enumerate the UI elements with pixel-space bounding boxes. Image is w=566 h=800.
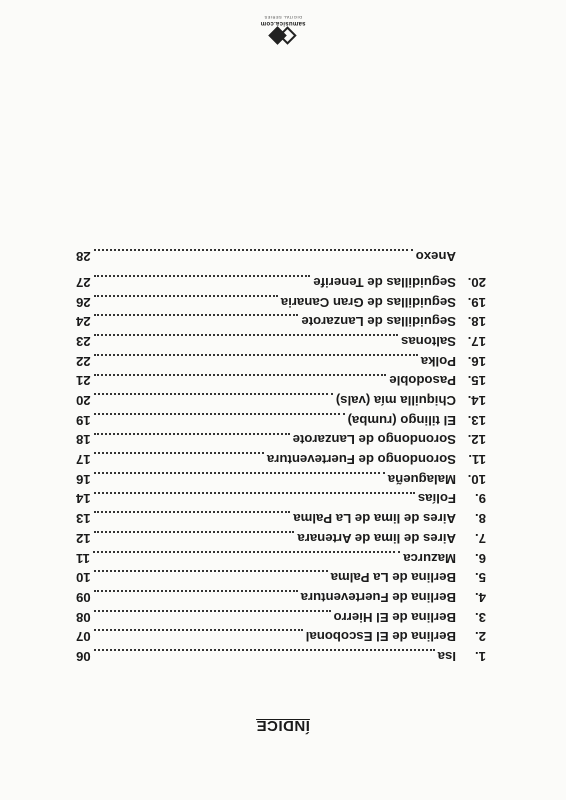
toc-entry-number: 20. <box>467 274 486 290</box>
toc-entry-title: Berlina de Fuerteventura <box>300 589 456 605</box>
dot-leader <box>94 511 291 513</box>
toc-entry-page: 16 <box>76 471 91 487</box>
toc-entry <box>76 310 486 330</box>
dot-leader <box>94 354 418 356</box>
toc-entry-title: Berlina de El Hierro <box>333 609 456 625</box>
toc-entry-page: 18 <box>76 432 91 448</box>
toc-entry-number: 2. <box>475 629 486 645</box>
logo-text: samusica.com <box>260 20 306 26</box>
dot-leader <box>94 629 303 631</box>
toc-entry-page: 28 <box>76 249 91 265</box>
toc-entry-title: Anexo <box>415 249 456 265</box>
toc-entry <box>76 585 486 605</box>
toc-entry-title: Sorondongo de Fuerteventura <box>266 452 456 468</box>
toc-entry-page: 07 <box>76 629 91 645</box>
toc-entry-number: 19. <box>467 294 486 310</box>
logo-subtext: DIGITAL SERIES <box>264 15 302 20</box>
toc-entry <box>76 349 486 369</box>
dot-leader <box>94 492 415 494</box>
toc-entry <box>76 447 486 467</box>
dot-leader <box>94 531 295 533</box>
toc-entry-page: 24 <box>76 314 91 330</box>
toc-entry <box>76 546 486 566</box>
toc-entry-number: 6. <box>475 550 486 566</box>
toc-entry-number: 17. <box>467 334 486 349</box>
toc-entry <box>76 625 486 645</box>
toc-entry-number: 10. <box>467 471 486 487</box>
toc-entry <box>76 644 486 664</box>
toc-entry <box>76 467 486 487</box>
dot-leader <box>94 249 413 251</box>
toc-entry-number: 18. <box>467 314 486 330</box>
toc-entry <box>76 388 486 408</box>
toc-entry-page: 06 <box>76 649 91 664</box>
toc-entry-number: 8. <box>475 511 486 527</box>
toc-entry-title: Polka <box>420 353 456 369</box>
toc-entry-title: Isa <box>437 649 456 664</box>
toc-entry-number: 11. <box>468 452 486 468</box>
dot-leader <box>94 610 331 612</box>
toc-entry-page: 23 <box>76 334 91 349</box>
toc-entry-page: 13 <box>76 511 91 527</box>
publisher-logo <box>0 15 566 45</box>
page-title: ÍNDICE <box>256 717 310 734</box>
toc-entry-number: 7. <box>475 530 486 546</box>
dot-leader <box>94 590 298 592</box>
logo-mark-icon <box>270 27 296 45</box>
toc-entry-page: 26 <box>76 294 91 310</box>
toc-entry-number: 4. <box>475 589 486 605</box>
toc-entry <box>76 507 486 527</box>
toc-entry-number: 5. <box>475 570 486 586</box>
table-of-contents <box>76 245 486 664</box>
dot-leader <box>94 275 311 277</box>
toc-entry-page: 20 <box>76 393 91 409</box>
toc-entry-page: 19 <box>76 412 91 428</box>
toc-entry <box>76 408 486 428</box>
toc-entry-number: 16. <box>467 353 486 369</box>
toc-entry-page: 21 <box>76 373 91 389</box>
toc-entry-page: 09 <box>76 589 91 605</box>
toc-entry-title: Berlina de El Escobonal <box>305 629 456 645</box>
toc-entry-page: 17 <box>76 452 91 468</box>
dot-leader <box>94 570 328 572</box>
toc-entry-page: 10 <box>76 570 91 586</box>
toc-entry-title: Berlina de La Palma <box>330 570 456 586</box>
toc-entry-number: 3. <box>475 609 486 625</box>
dot-leader <box>94 334 398 336</box>
toc-entry-number: 1. <box>475 649 486 664</box>
toc-entry-title: Saltonas <box>401 334 456 349</box>
toc-entry <box>76 428 486 448</box>
toc-entry-number: 13. <box>467 412 486 428</box>
toc-entry <box>76 290 486 310</box>
toc-entry-title: Malagueña <box>387 471 456 487</box>
toc-entry <box>76 487 486 507</box>
toc-entry <box>76 369 486 389</box>
dot-leader <box>94 472 385 474</box>
dot-leader <box>94 452 264 454</box>
toc-entry-title: Pasodoble <box>389 373 456 389</box>
toc-entry <box>76 566 486 586</box>
toc-entry <box>76 270 486 290</box>
toc-entry-number: 15. <box>467 373 486 389</box>
toc-entry <box>76 329 486 349</box>
toc-entry <box>76 245 486 265</box>
toc-entry-title: Seguidillas de Lanzarote <box>301 314 456 330</box>
toc-entry-title: Aires de lima de Artenara <box>297 530 456 546</box>
toc-entry-number: 14. <box>467 393 486 409</box>
toc-entry-number: 9. <box>475 491 486 507</box>
toc-entry-page: 12 <box>76 530 91 546</box>
toc-entry-title: Seguidillas de Gran Canaria <box>280 294 456 310</box>
dot-leader <box>93 551 400 553</box>
toc-entry-page: 22 <box>76 353 91 369</box>
toc-entry-number: 12. <box>467 432 486 448</box>
toc-entry <box>76 526 486 546</box>
toc-entry-title: Mazurca <box>403 550 456 566</box>
dot-leader <box>94 413 345 415</box>
toc-entry-page: 11 <box>76 550 90 566</box>
toc-entry <box>76 605 486 625</box>
toc-entry-page: 27 <box>76 274 91 290</box>
dot-leader <box>94 314 299 316</box>
toc-entry-title: Aires de lima de La Palma <box>293 511 456 527</box>
dot-leader <box>94 295 278 297</box>
toc-entry-title: Sorondongo de Lanzarote <box>292 432 456 448</box>
dot-leader <box>94 433 290 435</box>
dot-leader <box>94 374 387 376</box>
toc-entry-title: Seguidillas de Tenerife <box>313 274 456 290</box>
toc-entry-page: 08 <box>76 609 91 625</box>
toc-entry-page: 14 <box>76 491 91 507</box>
toc-entry-title: Chiquilla mía (vals) <box>335 393 456 409</box>
toc-entry-title: El tilingo (rumba) <box>347 412 456 428</box>
dot-leader <box>94 393 333 395</box>
toc-entry-title: Folías <box>417 491 456 507</box>
dot-leader <box>94 649 435 651</box>
